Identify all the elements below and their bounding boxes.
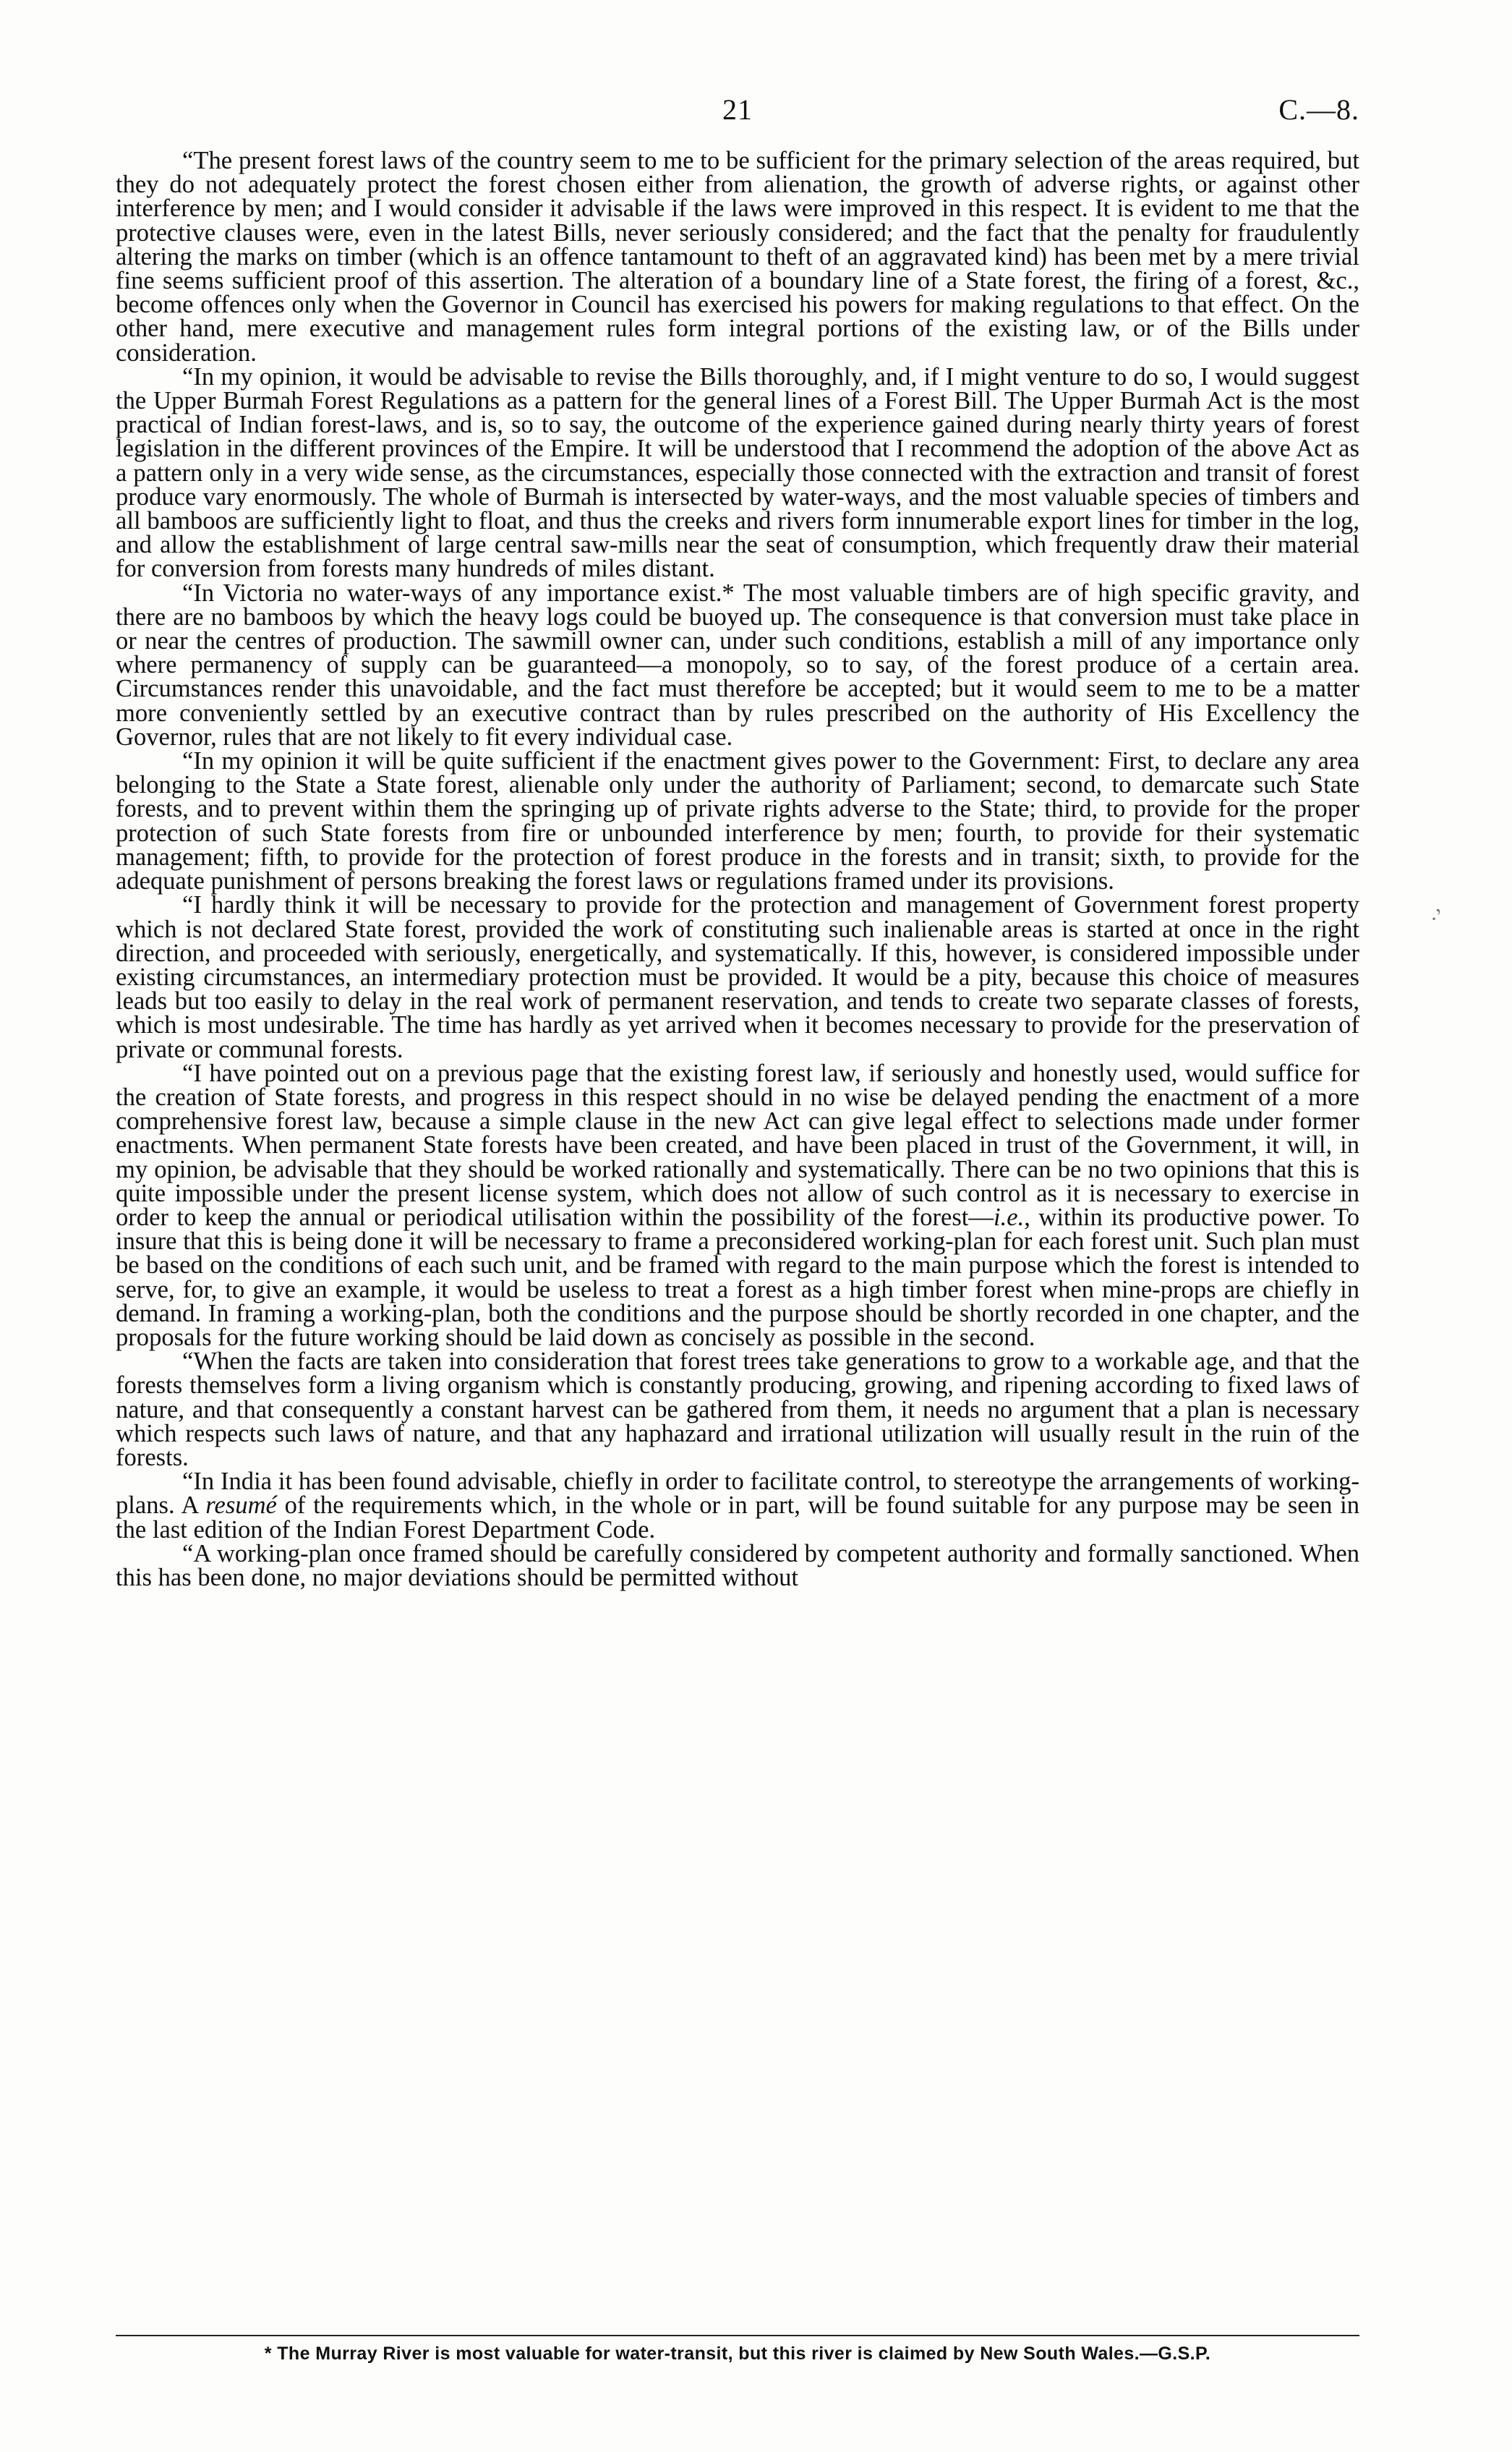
page-header <box>116 93 1359 136</box>
footnote-divider <box>116 2335 1359 2336</box>
paragraph: “I hardly think it will be necessary to provide for the protection and management of Government forest property which is not declared State forest, provided the work of constituting such inalienable areas is started at once in the right direction, and proceeded with seriously, energetically, and systematically. If this, however, is considered impossible under existing circumstances, an intermediary protection must be provided. It would be a pity, because this choice of measures leads but too easily to delay in the real work of permanent reservation, and tends to create two separate classes of forests, which is most undesirable. The time has hardly as yet arrived when it becomes necessary to provide for the preservation of private or communal forests. <box>116 891 1359 1063</box>
paragraph: “In my opinion it will be quite sufficient if the enactment gives power to the Government: First, to declare any area belonging to the State a State forest, alienable only under the authority of Parliament; second, to demarcate such State forests, and to prevent within them the springing up of private rights adverse to the State; third, to provide for the proper protection of such State forests from fire or unbounded interference by men; fourth, to provide for their systematic management; fifth, to provide for the protection of forest produce in the forests and in transit; sixth, to provide for the adequate punishment of persons breaking the forest laws or regulations framed under its provisions. <box>116 747 1359 895</box>
document-reference: C.—8. <box>1278 93 1359 126</box>
italic-term: resumé <box>205 1491 277 1520</box>
paragraph: “I have pointed out on a previous page that the existing forest law, if seriously and honestly used, would suffice for the creation of State forests, and progress in this respect should in no wise be delayed pending the enactment of a more comprehensive forest law, because a simple clause in the new Act can give legal effect to selections made under former enactments. When permanent State forests have been created, and have been placed in trust of the Government, it will, in my opinion, be advisable that they should be worked rationally and systematically. There can be no two opinions that this is quite impossible under the present license system, which does not allow of such control as it is necessary to exercise in order to keep the annual or periodical utilisation within the possibility of the forest—i.e., within its productive power. To insure that this is being done it will be necessary to frame a preconsidered working-plan for each forest unit. Such plan must be based on the conditions of each such unit, and be framed with regard to the main purpose which the forest is intended to serve, for, to give an example, it would be useless to treat a forest as a high timber forest when mine-props are chiefly in demand. In framing a working-plan, both the conditions and the purpose should be shortly recorded in one chapter, and the proposals for the future working should be laid down as concisely as possible in the second. <box>116 1059 1359 1351</box>
paragraph: “In Victoria no water-ways of any importance exist.* The most valuable timbers are of high specific gravity, and there are no bamboos by which the heavy logs could be buoyed up. The consequence is that conversion must take place in or near the centres of production. The sawmill owner can, under such conditions, establish a mill of any importance only where permanency of supply can be guaranteed—a monopoly, so to say, of the forest produce of a certain area. Circumstances render this unavoidable, and the fact must therefore be accepted; but it would seem to me to be a matter more conveniently settled by an executive contract than by rules prescribed on the authority of His Excellency the Governor, rules that are not likely to fit every individual case. <box>116 579 1359 751</box>
footnote: * The Murray River is most valuable for water-transit, but this river is claimed by New South Wales.—G.S.P. <box>264 2344 1211 2364</box>
margin-pencil-mark-icon: ·’ <box>1425 903 1449 932</box>
page-number: 21 <box>722 93 753 126</box>
paragraph: “A working-plan once framed should be carefully considered by competent authority and formally sanctioned. When this has been done, no major deviations should be permitted without <box>116 1539 1359 1591</box>
paragraph: “In my opinion, it would be advisable to revise the Bills thoroughly, and, if I might venture to do so, I would suggest the Upper Burmah Forest Regulations as a pattern for the general lines of a Forest Bill. The Upper Burmah Act is the most practical of Indian forest-laws, and is, so to say, the outcome of the experience gained during nearly thirty years of forest legislation in the different provinces of the Empire. It will be understood that I recommend the adoption of the above Act as a pattern only in a very wide sense, as the circumstances, especially those connected with the extraction and transit of forest produce vary enormously. The whole of Burmah is intersected by water-ways, and the most valuable species of timbers and all bamboos are sufficiently light to float, and thus the creeks and rivers form innumerable export lines for timber in the log, and allow the establishment of large central saw-mills near the seat of consumption, which frequently draw their material for conversion from forests many hundreds of miles distant. <box>116 362 1359 583</box>
italic-abbreviation: i.e. <box>993 1203 1025 1231</box>
body-text <box>116 149 1359 1590</box>
paragraph: “The present forest laws of the country seem to me to be sufficient for the primary selection of the areas required, but they do not adequately protect the forest chosen either from alienation, the growth of adverse rights, or against other interference by men; and I would consider it advisable if the laws were improved in this respect. It is evident to me that the protective clauses were, even in the latest Bills, never seriously considered; and the fact that the penalty for fraudulently altering the marks on timber (which is an offence tantamount to theft of an aggravated kind) has been met by a mere trivial fine seems sufficient proof of this assertion. The alteration of a boundary line of a State forest, the firing of a forest, &c., become offences only when the Governor in Council has exercised his powers for making regulations to that effect. On the other hand, mere executive and management rules form integral portions of the existing law, or of the Bills under consideration. <box>116 147 1359 367</box>
paragraph: “When the facts are taken into consideration that forest trees take generations to grow to a workable age, and that the forests themselves form a living organism which is constantly producing, growing, and ripening according to fixed laws of nature, and that consequently a constant harvest can be gathered from them, it needs no argument that a plan is necessary which respects such laws of nature, and that any haphazard and irrational utilization will usually result in the ruin of the forests. <box>116 1348 1359 1471</box>
paragraph: “In India it has been found advisable, chiefly in order to facilitate control, to stereotype the arrangements of working-plans. A resumé of the requirements which, in the whole or in part, will be found suitable for any purpose may be seen in the last edition of the Indian Forest Department Code. <box>116 1468 1360 1544</box>
